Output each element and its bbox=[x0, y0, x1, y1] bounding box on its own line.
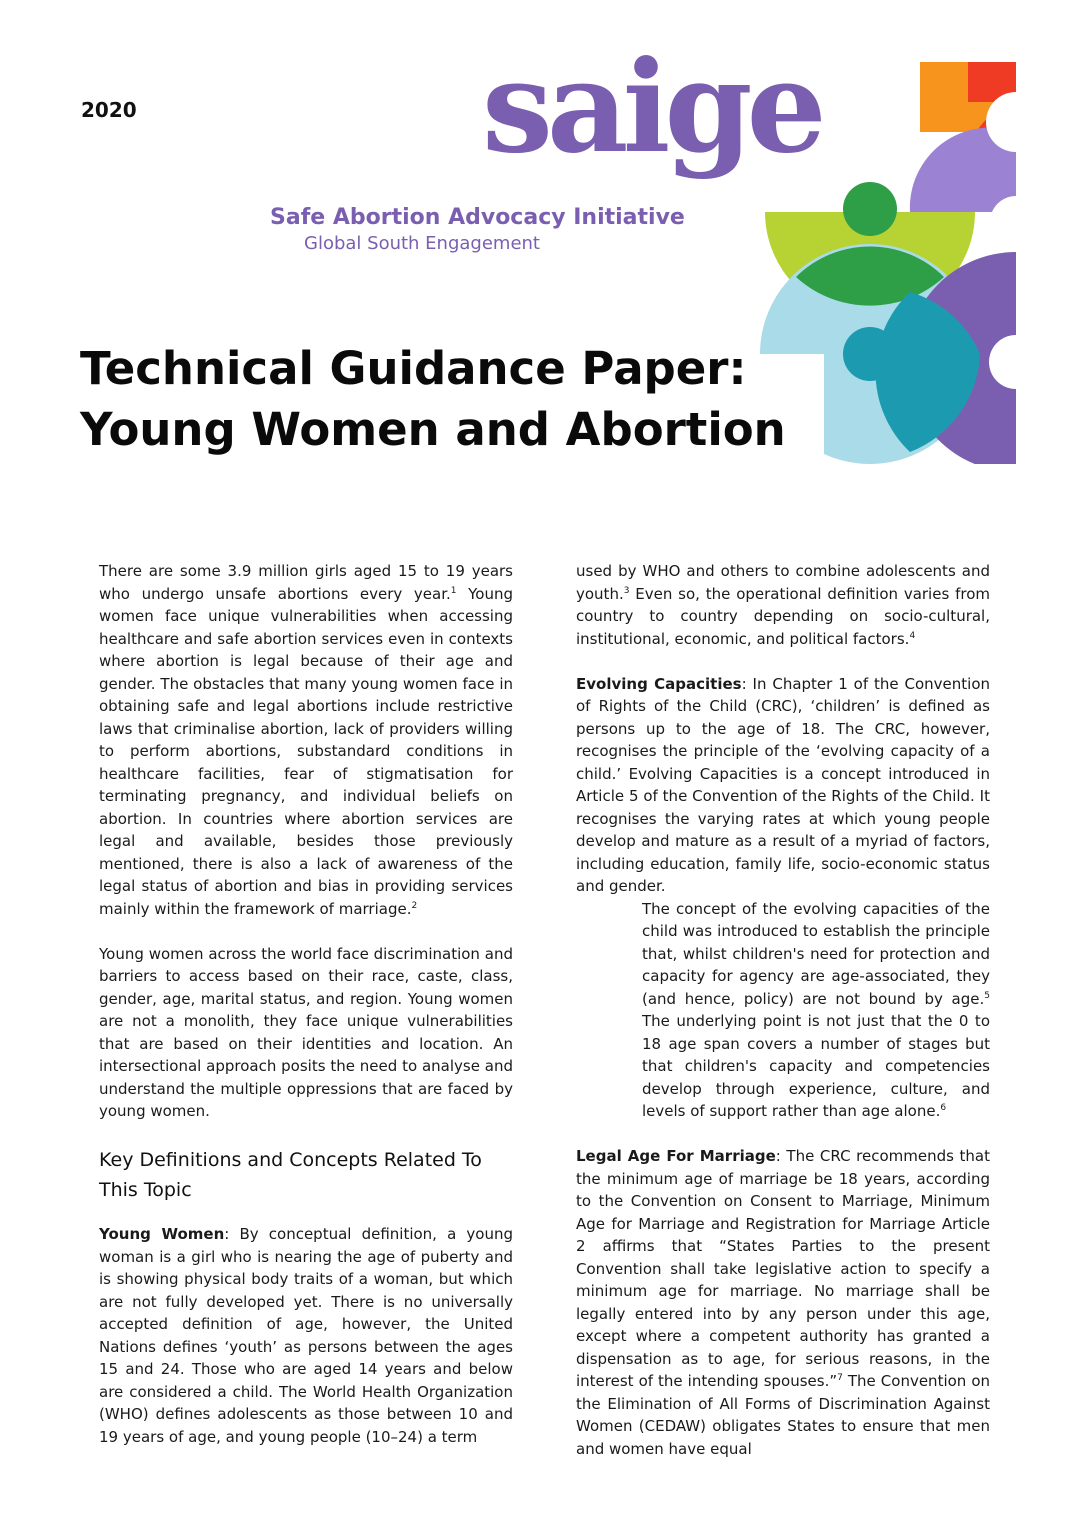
title-line-2: Young Women and Abortion bbox=[80, 403, 786, 456]
logo-tagline: Safe Abortion Advocacy Initiative bbox=[270, 205, 685, 230]
footnote-ref: 1 bbox=[450, 585, 457, 596]
footnote-ref: 3 bbox=[623, 585, 630, 596]
logo-wordmark: saige bbox=[482, 33, 821, 181]
legal-age-marriage-definition: Legal Age For Marriage: The CRC recommends that the minimum age of marriage be 18 years, according to the Convention on Consent to Marriage, Minimum Age for Marriage and Registration for Marriage Article 2 affirms that “States Parties to the present Convention shall take legislative action to specify a minimum age for marriage. No marriage shall be legally entered into by any person under this age, except where a competent authority has granted a dispensation as to age, for serious reasons, in the interest of the intending spouses.”$^7$ The Convention on the Elimination of All Forms of Discrimination Against Women (CEDAW) obligates States to ensure that men and women have equal bbox=[576, 1147, 990, 1458]
term-evolving-capacities: Evolving Capacities bbox=[576, 674, 742, 693]
right-column bbox=[576, 560, 990, 1483]
term-legal-age-marriage: Legal Age For Marriage bbox=[576, 1147, 776, 1165]
continued-paragraph: used by WHO and others to combine adolescents and youth.$^3$ Even so, the operational definition varies from country to country depending on socio-cultural, institutional, economic, and political factors.$^4$ bbox=[576, 562, 990, 648]
section-heading: Key Definitions and Concepts Related To This Topic bbox=[99, 1149, 482, 1201]
evolving-capacities-definition: Evolving Capacities: In Chapter 1 of the Convention of Rights of the Child (CRC), ‘children’ is defined as persons up to the age of 18. The CRC, however, recognises the principle of the ‘evolving capacity of a child.’ Evolving Capacities is a concept introduced in Article 5 of the Convention of the Rights of the Child. It recognises the varying rates at which young people develop and mature as a result of a myriad of factors, including education, family life, socio-economic status and gender. bbox=[576, 674, 991, 895]
intro-paragraph: There are some 3.9 million girls aged 15 to 19 years who undergo unsafe abortions every year.$^1$ Young women face unique vulnerabilities when accessing healthcare and safe abortion services even in contexts where abortion is legal because of their age and gender. The obstacles that many young women face in obtaining safe and legal abortions include restrictive laws that criminalise abortion, lack of providers willing to perform abortions, substandard conditions in healthcare facilities, fear of stigmatisation for terminating pregnancy, and individual beliefs on abortion. In countries where abortion services are legal and available, besides those previously mentioned, there is also a lack of awareness of the legal status of abortion and bias in providing services mainly within the framework of marriage.$^2$ bbox=[99, 562, 513, 918]
footnote-ref: 6 bbox=[940, 1103, 947, 1113]
footnote-ref: 2 bbox=[411, 900, 418, 911]
year-label: 2020 bbox=[81, 98, 137, 122]
left-column bbox=[99, 560, 513, 1471]
footnote-ref: 4 bbox=[909, 630, 916, 641]
young-women-definition: Young Women: By conceptual definition, a young woman is a girl who is nearing the age of puberty and is showing physical body traits of a woman, but which are not fully developed yet. There is no universally accepted definition of age, however, the United Nations defines ‘youth’ as persons between the ages 15 and 24. Those who are aged 14 years and below are considered a child. The World Health Organization (WHO) defines adolescents as those between 10 and 19 years of age, and young people (10–24) a term bbox=[99, 1225, 513, 1446]
title-line-1: Technical Guidance Paper: bbox=[80, 342, 747, 395]
footnote-ref: 5 bbox=[984, 990, 990, 1001]
page-title bbox=[80, 338, 800, 460]
block-quote: The concept of the evolving capacities of the child was introduced to establish the principle that, whilst children's need for protection and capacity for agency are age-associated, they (and hence, policy) are not bound by age.$^5$ The underlying point is not just that the 0 to 18 age span covers a number of stages but that children's capacity and competencies develop through experience, culture, and levels of support rather than age alone.$^6$ bbox=[642, 899, 990, 1120]
logo-subtitle: Global South Engagement bbox=[304, 233, 540, 254]
footnote-ref: 7 bbox=[837, 1373, 843, 1383]
intersectional-paragraph: Young women across the world face discrimination and barriers to access based on their race, caste, class, gender, age, marital status, and region. Young women are not a monolith, they face unique vulnerabilities that are based on their identities and location. An intersectional approach posits the need to analyse and understand the multiple oppressions that are faced by young women. bbox=[99, 944, 513, 1120]
term-young-women: Young Women bbox=[99, 1225, 225, 1243]
